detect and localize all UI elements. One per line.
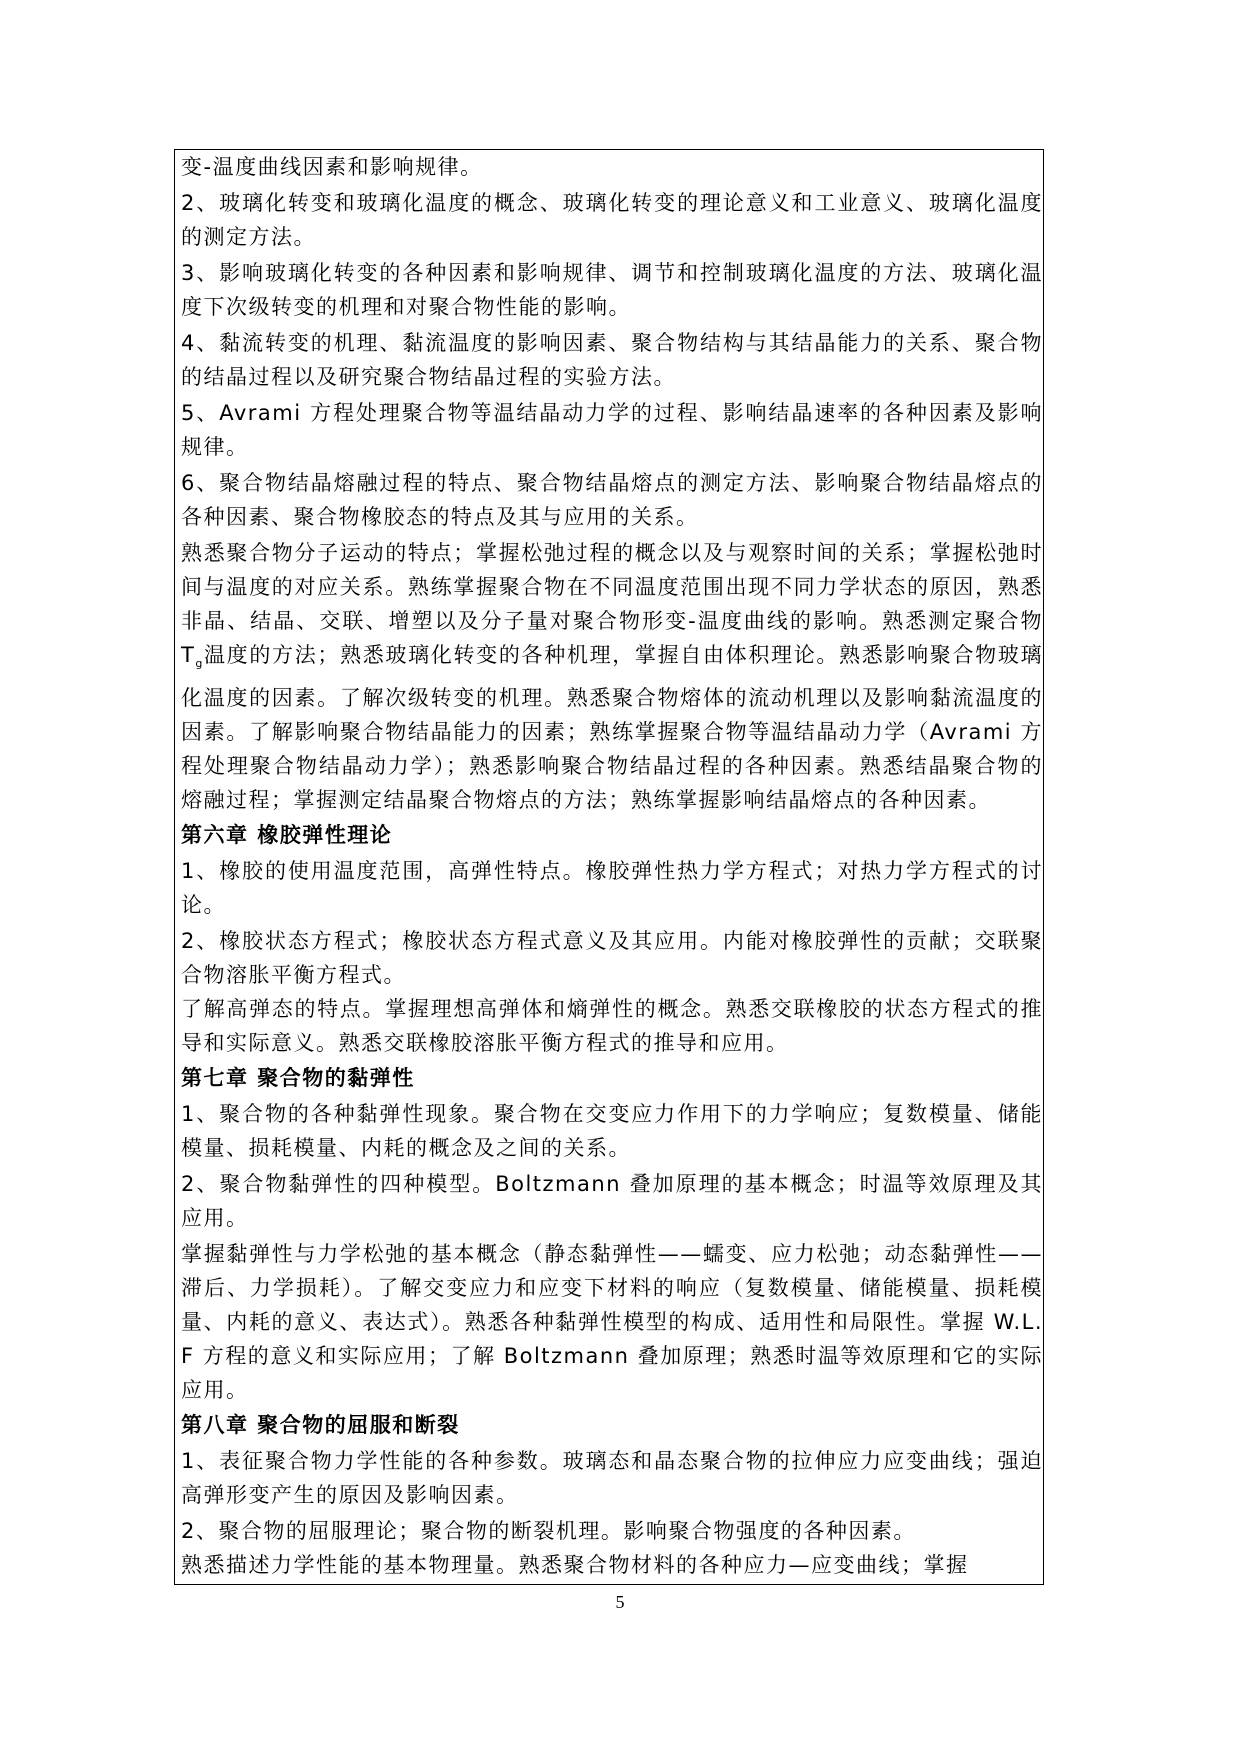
paragraph-ch8-item-1: 1、表征聚合物力学性能的各种参数。玻璃态和晶态聚合物的拉伸应力应变曲线；强迫高弹形变产生的原因及影响因素。 bbox=[181, 1449, 1043, 1508]
paragraph-item-5: 5、Avrami 方程处理聚合物等温结晶动力学的过程、影响结晶速率的各种因素及影响规律。 bbox=[181, 401, 1043, 459]
text-part-b: 温度的方法；熟悉玻璃化转变的各种机理，掌握自由体积理论。熟悉影响聚合物玻璃化温度的因素。了解次级转变的机理。熟悉聚合物熔体的流动机理以及影响黏流温度的因素。了解影响聚合物结晶能力的因素；熟练掌握聚合物等温结晶动力学（Avrami 方程处理聚合物结晶动力学）；熟悉影响聚合物结晶过程的各种因素。熟悉结晶聚合物的熔融过程；掌握测定结晶聚合物熔点的方法；熟练掌握影响结晶熔点的各种因素。 bbox=[181, 643, 1043, 813]
subscript-g: g bbox=[195, 657, 204, 671]
paragraph-ch8-item-2: 2、聚合物的屈服理论；聚合物的断裂机理。影响聚合物强度的各种因素。 bbox=[181, 1519, 916, 1544]
chapter-6-heading: 第六章 橡胶弹性理论 bbox=[181, 823, 393, 848]
paragraph-requirements-ch6: 了解高弹态的特点。掌握理想高弹体和熵弹性的概念。熟悉交联橡胶的状态方程式的推导和实际意义。熟悉交联橡胶溶胀平衡方程式的推导和应用。 bbox=[181, 997, 1043, 1056]
page-number: 5 bbox=[615, 1592, 625, 1612]
text-part-a: 熟悉聚合物分子运动的特点；掌握松弛过程的概念以及与观察时间的关系；掌握松弛时间与温度的对应关系。熟练掌握聚合物在不同温度范围出现不同力学状态的原因，熟悉非晶、结晶、交联、增塑以及分子量对聚合物形变-温度曲线的影响。熟悉测定聚合物 T bbox=[181, 541, 1043, 667]
paragraph-item-4: 4、黏流转变的机理、黏流温度的影响因素、聚合物结构与其结晶能力的关系、聚合物的结晶过程以及研究聚合物结晶过程的实验方法。 bbox=[181, 331, 1043, 389]
paragraph-requirements-ch7: 掌握黏弹性与力学松弛的基本概念（静态黏弹性——蠕变、应力松弛；动态黏弹性——滞后、力学损耗）。了解交变应力和应变下材料的响应（复数模量、储能模量、损耗模量、内耗的意义、表达式）。熟悉各种黏弹性模型的构成、适用性和局限性。掌握 W.L.F 方程的意义和实际应用；了解 Boltzmann 叠加原理；熟悉时温等效原理和它的实际应用。 bbox=[181, 1242, 1043, 1403]
paragraph-ch6-item-1: 1、橡胶的使用温度范围，高弹性特点。橡胶弹性热力学方程式；对热力学方程式的讨论。 bbox=[181, 859, 1043, 918]
chapter-7-heading: 第七章 聚合物的黏弹性 bbox=[181, 1066, 415, 1091]
paragraph-item-2: 2、玻璃化转变和玻璃化温度的概念、玻璃化转变的理论意义和工业意义、玻璃化温度的测定方法。 bbox=[181, 191, 1043, 249]
paragraph-item-3: 3、影响玻璃化转变的各种因素和影响规律、调节和控制玻璃化温度的方法、玻璃化温度下次级转变的机理和对聚合物性能的影响。 bbox=[181, 261, 1043, 319]
chapter-8-heading: 第八章 聚合物的屈服和断裂 bbox=[181, 1413, 460, 1438]
paragraph-ch6-item-2: 2、橡胶状态方程式；橡胶状态方程式意义及其应用。内能对橡胶弹性的贡献；交联聚合物溶胀平衡方程式。 bbox=[181, 929, 1043, 988]
paragraph-requirements-ch5 bbox=[181, 536, 1043, 817]
paragraph-item-6: 6、聚合物结晶熔融过程的特点、聚合物结晶熔点的测定方法、影响聚合物结晶熔点的各种因素、聚合物橡胶态的特点及其与应用的关系。 bbox=[181, 471, 1043, 529]
content-table-cell bbox=[174, 149, 1044, 1585]
paragraph-ch7-item-2: 2、聚合物黏弹性的四种模型。Boltzmann 叠加原理的基本概念；时温等效原理及其应用。 bbox=[181, 1172, 1043, 1231]
paragraph-ch7-item-1: 1、聚合物的各种黏弹性现象。聚合物在交变应力作用下的力学响应；复数模量、储能模量、损耗模量、内耗的概念及之间的关系。 bbox=[181, 1102, 1043, 1161]
paragraph-requirements-ch8: 熟悉描述力学性能的基本物理量。熟悉聚合物材料的各种应力—应变曲线；掌握 bbox=[181, 1553, 969, 1578]
paragraph-continuation: 变-温度曲线因素和影响规律。 bbox=[181, 155, 483, 179]
